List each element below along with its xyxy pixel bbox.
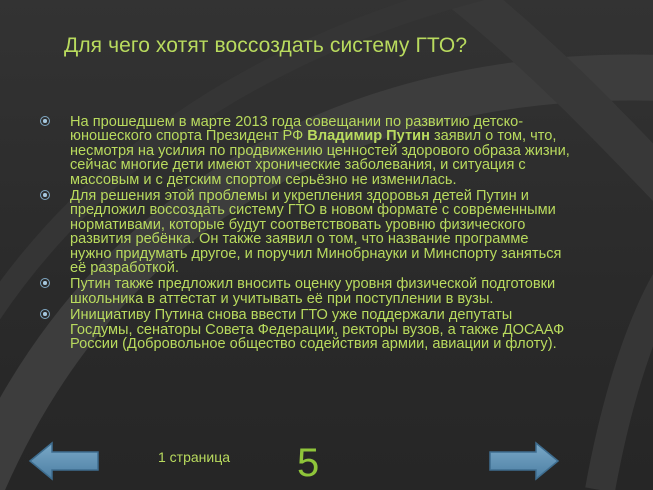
bullet-text: Инициативу Путина снова ввести ГТО уже поддержали депутаты Госдумы, сенаторы Совета Федерации, ректоры вузов, а также ДОСААФ России (Добровольное общество содействия армии, авиации и флоту).	[70, 307, 565, 353]
bullet-text: На прошедшем в марте 2013 года совещании по развитию детско-юношеского спорта Президент РФ	[70, 114, 524, 145]
bullet-item	[40, 308, 570, 351]
arrow-right-icon	[488, 440, 560, 482]
circle-bullet-icon	[40, 190, 50, 200]
circle-bullet-icon	[40, 116, 50, 126]
bullet-list	[40, 115, 570, 354]
bullet-text: заявил о том, что, несмотря на усилия по продвижению ценностей здорового образа жизни, сейчас многие дети имеют хронические заболевания, и ситуация с массовым и с детским спортом серьёзно не изменилась.	[70, 128, 570, 188]
slide-title: Для чего хотят воссоздать систему ГТО?	[64, 34, 468, 57]
bullet-text: Для решения этой проблемы и укрепления здоровья детей Путин и предложил воссоздать систему ГТО в новом формате с современными нормативами, которые будут соответствовать уровню физического развития ребёнка. Он также заявил о том, что название программе нужно придумать другое, и поручил Минобрнауки и Минспорту заняться её разработкой.	[70, 188, 562, 277]
previous-slide-button[interactable]	[28, 440, 100, 487]
bullet-item	[40, 277, 570, 306]
next-slide-button[interactable]	[488, 440, 560, 487]
arrow-left-icon	[28, 440, 100, 482]
bullet-bold-name: Владимир Путин	[307, 128, 430, 145]
circle-bullet-icon	[40, 309, 50, 319]
bullet-text: Путин также предложил вносить оценку уровня физической подготовки школьника в аттестат и учитывать её при поступлении в вузы.	[70, 276, 556, 307]
circle-bullet-icon	[40, 278, 50, 288]
bullet-item	[40, 189, 570, 275]
page-label: 1 страница	[158, 449, 231, 465]
bullet-item	[40, 115, 570, 187]
page-number: 5	[297, 441, 320, 485]
